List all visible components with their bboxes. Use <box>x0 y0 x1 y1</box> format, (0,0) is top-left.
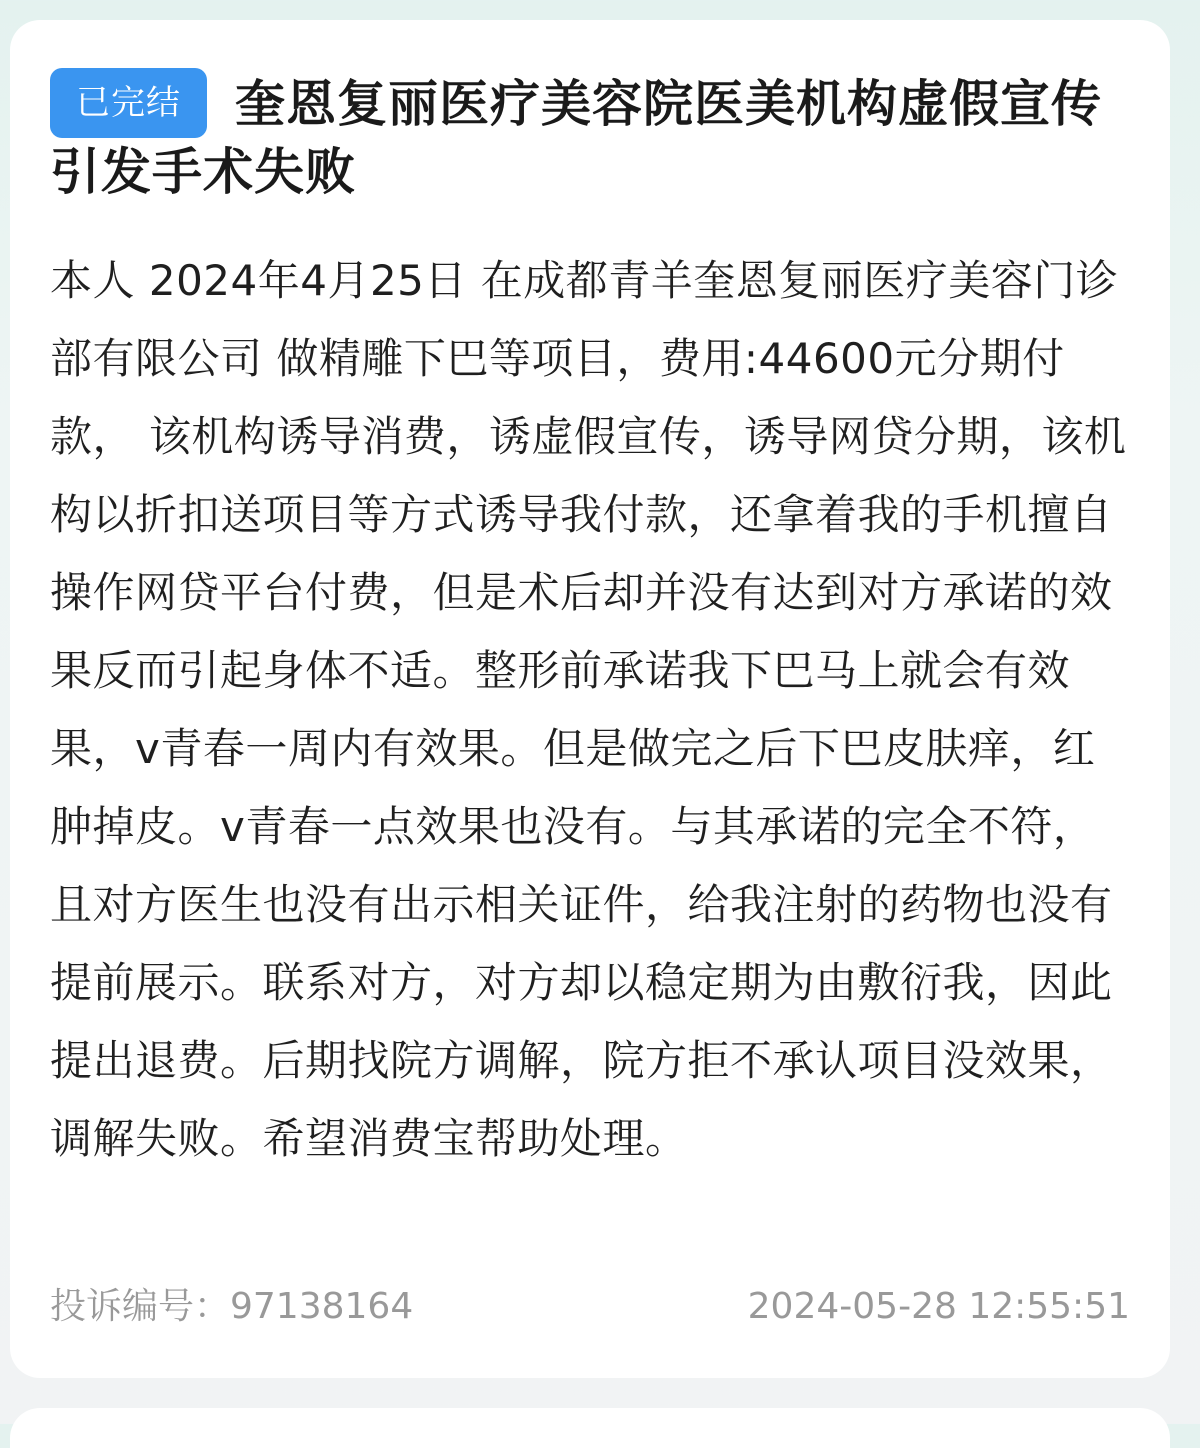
complaint-id: 投诉编号：97138164 <box>50 1286 414 1327</box>
complaint-title-block[interactable] <box>50 70 1130 206</box>
complaint-footer <box>50 1282 1130 1332</box>
status-badge: 已完结 <box>50 68 207 138</box>
complaint-title[interactable]: 奎恩复丽医疗美容院医美机构虚假宣传引发手术失败 <box>50 75 1102 201</box>
next-card-edge <box>10 1408 1170 1448</box>
complaint-card[interactable] <box>10 20 1170 1378</box>
complaint-body: 本人 2024年4月25日 在成都青羊奎恩复丽医疗美容门诊部有限公司 做精雕下巴等项目，费用:44600元分期付款， 该机构诱导消费，诱虚假宣传，诱导网贷分期，该机构以折扣送项目等方式诱导我付款，还拿着我的手机擅自操作网贷平台付费，但是术后却并没有达到对方承诺的效果反而引起身体不适。整形前承诺我下巴马上就会有效果，v青春一周内有效果。但是做完之后下巴皮肤痒，红肿掉皮。v青春一点效果也没有。与其承诺的完全不符，且对方医生也没有出示相关证件，给我注射的药物也没有提前展示。联系对方，对方却以稳定期为由敷衍我，因此提出退费。后期找院方调解，院方拒不承认项目没效果，调解失败。希望消费宝帮助处理。 <box>50 256 1127 1163</box>
complaint-timestamp: 2024-05-28 12:55:51 <box>747 1286 1130 1327</box>
